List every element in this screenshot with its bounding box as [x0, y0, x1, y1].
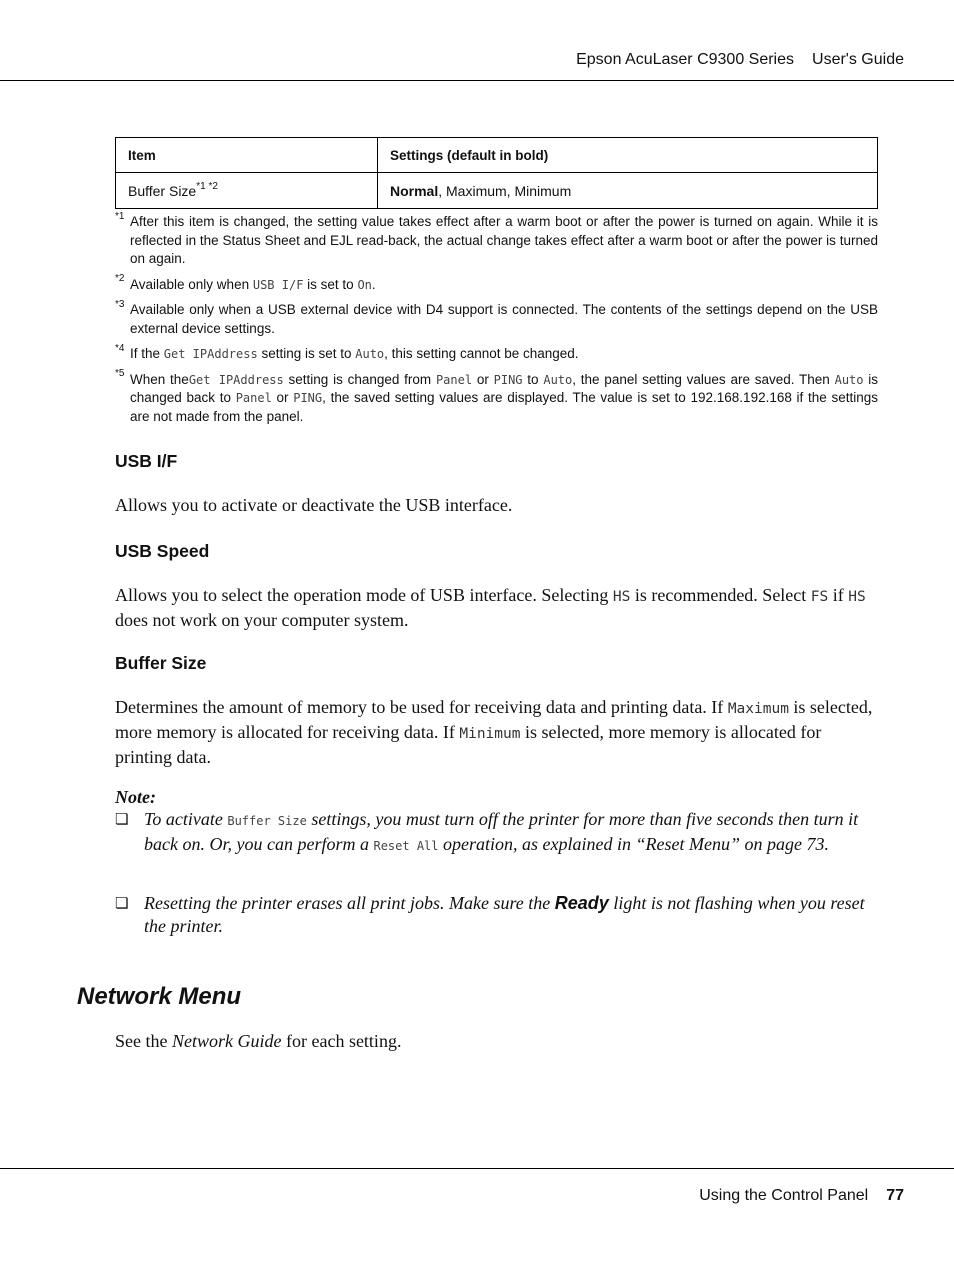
code-run: Minimum	[459, 726, 521, 742]
code-run: Reset All	[373, 839, 439, 853]
code-run: FS	[810, 589, 829, 605]
item-name: Buffer Size	[128, 182, 197, 199]
default-value: Normal	[390, 182, 439, 199]
code-run: PING	[493, 372, 523, 387]
text-run: Determines the amount of memory to be used for receiving data and printing data. If	[115, 697, 728, 717]
text-run: , the panel setting values are saved. Then	[572, 371, 835, 387]
heading-network-menu: Network Menu	[77, 983, 242, 1010]
paragraph-buffer-size	[115, 696, 878, 769]
text-run: If the	[130, 346, 164, 361]
footnote-text: After this item is changed, the setting value takes effect after a warm boot or after the power is turned on again. While it is reflected in the Status Sheet and EJL read-back, the actual change takes effect after a warm boot or after the power is turned on again.	[130, 214, 878, 266]
note-bullet-2	[115, 892, 878, 938]
page-number: 77	[886, 1187, 904, 1204]
footnote-text	[130, 371, 878, 427]
text-run: When the	[130, 371, 189, 387]
note-bullet-text	[144, 892, 878, 938]
table-header-row	[116, 138, 878, 173]
heading-usb-if: USB I/F	[115, 451, 178, 471]
code-run: Buffer Size	[227, 814, 307, 828]
paragraph-network	[115, 1030, 878, 1053]
paragraph-usb-speed	[115, 584, 878, 632]
header-guide: User's Guide	[812, 51, 904, 68]
header-product: Epson AcuLaser C9300 Series	[576, 51, 795, 68]
text-run: , the saved setting values are displayed. The value is set to 192.168.192.168 if the settings are not made from the panel.	[130, 390, 879, 424]
text-run: setting is set to	[257, 346, 356, 361]
code-run: Panel	[235, 391, 272, 405]
text-run: is changed back to	[130, 371, 879, 405]
other-values: , Maximum, Minimum	[438, 182, 572, 199]
text-run: if	[828, 585, 849, 605]
network-guide-reference: Network Guide	[171, 1031, 282, 1051]
footnote-5	[115, 368, 879, 427]
cell-item	[116, 173, 378, 209]
note-title: Note:	[115, 787, 156, 807]
text-run: to	[522, 371, 544, 387]
footnote-text	[130, 276, 878, 295]
code-run: Auto	[355, 347, 385, 361]
text-run: Resetting the printer erases all print jobs. Make sure the	[144, 893, 555, 913]
footnote-mark: *2	[115, 273, 125, 284]
code-run: USB I/F	[252, 277, 304, 292]
text-run: Allows you to select the operation mode of USB interface. Selecting	[115, 585, 613, 605]
footnote-text	[130, 345, 878, 364]
running-header	[576, 51, 904, 69]
code-run: HS	[848, 589, 866, 605]
text-run: is recommended. Select	[630, 585, 811, 605]
paragraph-usb-if: Allows you to activate or deactivate the USB interface.	[115, 495, 513, 515]
code-run: Auto	[543, 372, 573, 387]
text-run: for each setting.	[281, 1031, 402, 1051]
code-run: Panel	[435, 372, 473, 387]
code-run: On	[357, 277, 372, 292]
text-run: does not work on your computer system.	[115, 610, 409, 630]
cell-settings	[378, 173, 878, 209]
column-header-item: Item	[116, 138, 378, 173]
footnote-2	[115, 273, 878, 295]
text-run: light is not flashing when you reset the printer.	[144, 893, 865, 936]
text-run: See the	[115, 1031, 172, 1051]
footnotes	[115, 210, 879, 433]
checkbox-bullet-icon: ❏	[115, 894, 129, 912]
footnote-1	[115, 210, 878, 269]
footer-section: Using the Control Panel	[699, 1187, 869, 1204]
text-run: settings, you must turn off the printer for more than five seconds then turn it back on. Or, you can perform a	[144, 809, 859, 854]
text-run: operation, as explained in “Reset Menu” on page 73.	[438, 834, 829, 854]
text-run: is selected, more memory is allocated for printing data.	[115, 722, 822, 767]
footnote-mark: *1	[115, 210, 125, 222]
footnote-4	[115, 342, 878, 364]
heading-buffer-size: Buffer Size	[115, 653, 207, 673]
code-run: Maximum	[727, 701, 789, 717]
note-bullet-text	[144, 808, 878, 858]
footnote-3	[115, 298, 878, 338]
text-run: To activate	[144, 809, 228, 829]
running-footer	[699, 1187, 904, 1205]
footnote-text: Available only when a USB external device with D4 support is connected. The contents of the settings depend on the USB external device settings.	[130, 302, 878, 336]
text-run: or	[271, 390, 294, 405]
text-run: or	[472, 371, 494, 387]
text-run: is selected, more memory is allocated for receiving data. If	[115, 697, 873, 742]
text-run: Available only when	[130, 276, 253, 292]
code-run: Auto	[834, 372, 864, 387]
checkbox-bullet-icon: ❏	[115, 810, 129, 828]
code-run: PING	[293, 391, 323, 405]
note-bullet-1	[115, 808, 878, 858]
code-run: HS	[612, 589, 631, 605]
footnote-mark: *3	[115, 298, 125, 310]
table-row	[116, 173, 878, 209]
footer-rule	[0, 1168, 954, 1169]
text-run: .	[371, 276, 376, 292]
settings-table	[115, 137, 878, 209]
code-run: Get IPAddress	[188, 372, 284, 387]
footnote-mark: *4	[115, 342, 125, 354]
heading-usb-speed: USB Speed	[115, 541, 210, 561]
item-footnote-ref: *1 *2	[196, 180, 218, 192]
text-run: setting is changed from	[283, 371, 436, 387]
column-header-settings: Settings (default in bold)	[378, 138, 878, 173]
footnote-mark: *5	[115, 368, 125, 379]
header-rule	[0, 80, 954, 81]
text-run: , this setting cannot be changed.	[384, 346, 579, 361]
text-run: is set to	[303, 276, 358, 292]
ready-light-label: Ready	[554, 893, 609, 913]
code-run: Get IPAddress	[163, 347, 258, 361]
